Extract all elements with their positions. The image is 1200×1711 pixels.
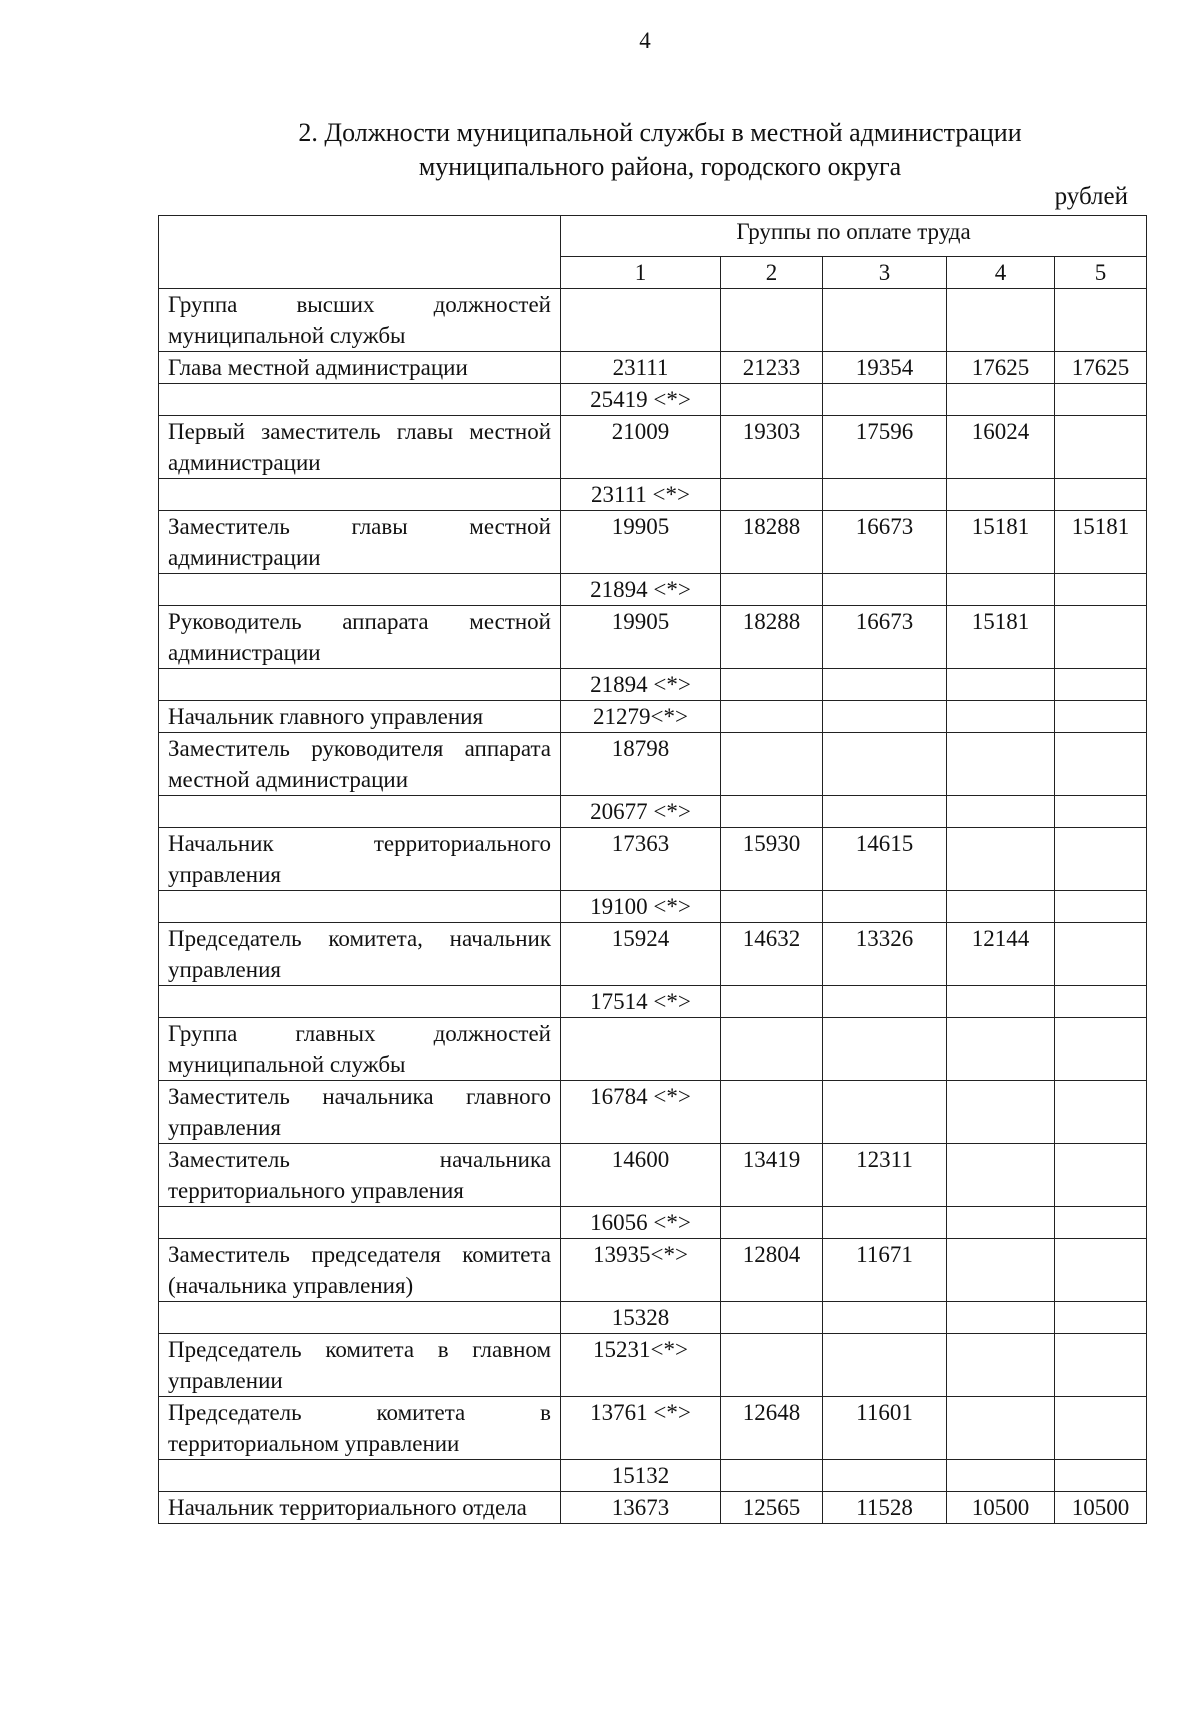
salary-cell-group-1: 16784 <*> <box>561 1081 721 1144</box>
salary-cell-group-3 <box>823 1207 947 1239</box>
salary-cell-group-2 <box>721 986 823 1018</box>
salary-cell-group-1: 19905 <box>561 511 721 574</box>
salary-cell-group-3: 11601 <box>823 1397 947 1460</box>
table-body <box>159 289 1147 1524</box>
salary-cell-group-2 <box>721 479 823 511</box>
position-name-cell: Заместитель начальника территориального управления <box>159 1144 561 1207</box>
salary-cell-group-5: 17625 <box>1055 352 1147 384</box>
salary-cell-group-1: 23111 <box>561 352 721 384</box>
salary-cell-group-2 <box>721 733 823 796</box>
salary-cell-group-1: 17514 <*> <box>561 986 721 1018</box>
table-row <box>159 733 1147 796</box>
title-line-1: 2. Должности муниципальной службы в местной администрации <box>298 118 1022 147</box>
document-title <box>150 116 1170 184</box>
position-name-cell: Группа высших должностей муниципальной службы <box>159 289 561 352</box>
salary-cell-group-3 <box>823 733 947 796</box>
salary-cell-group-2: 12565 <box>721 1492 823 1524</box>
salary-cell-group-1: 21894 <*> <box>561 574 721 606</box>
salary-cell-group-1: 15924 <box>561 923 721 986</box>
salary-cell-group-5 <box>1055 416 1147 479</box>
salary-cell-group-4 <box>947 1397 1055 1460</box>
salary-cell-group-2 <box>721 669 823 701</box>
salary-cell-group-2 <box>721 701 823 733</box>
table-row <box>159 352 1147 384</box>
salary-cell-group-2 <box>721 1018 823 1081</box>
table-row <box>159 891 1147 923</box>
table-row <box>159 828 1147 891</box>
salary-cell-group-2 <box>721 289 823 352</box>
salary-cell-group-1: 19100 <*> <box>561 891 721 923</box>
position-name-cell: Заместитель начальника главного управления <box>159 1081 561 1144</box>
salary-cell-group-4 <box>947 384 1055 416</box>
salary-cell-group-5 <box>1055 1460 1147 1492</box>
salary-cell-group-1: 23111 <*> <box>561 479 721 511</box>
salary-cell-group-5 <box>1055 1397 1147 1460</box>
position-name-cell: Начальник территориального отдела <box>159 1492 561 1524</box>
salary-cell-group-1: 15132 <box>561 1460 721 1492</box>
salary-cell-group-2: 12648 <box>721 1397 823 1460</box>
salary-cell-group-1: 20677 <*> <box>561 796 721 828</box>
salary-cell-group-2: 15930 <box>721 828 823 891</box>
table-row <box>159 1334 1147 1397</box>
header-empty-cell <box>159 216 561 289</box>
salary-cell-group-3 <box>823 479 947 511</box>
salary-cell-group-4 <box>947 701 1055 733</box>
salary-cell-group-5 <box>1055 289 1147 352</box>
table-row <box>159 1239 1147 1302</box>
salary-cell-group-3 <box>823 1018 947 1081</box>
salary-cell-group-5: 10500 <box>1055 1492 1147 1524</box>
salary-cell-group-2: 19303 <box>721 416 823 479</box>
table-row <box>159 416 1147 479</box>
salary-cell-group-2 <box>721 384 823 416</box>
table-row <box>159 384 1147 416</box>
salary-cell-group-2 <box>721 796 823 828</box>
salary-cell-group-2 <box>721 1334 823 1397</box>
table-row <box>159 1492 1147 1524</box>
salary-cell-group-5 <box>1055 1334 1147 1397</box>
salary-cell-group-2 <box>721 1460 823 1492</box>
position-name-cell: Заместитель главы местной администрации <box>159 511 561 574</box>
salary-cell-group-5 <box>1055 891 1147 923</box>
table-row <box>159 1207 1147 1239</box>
position-name-cell <box>159 986 561 1018</box>
column-number-3: 3 <box>823 257 947 289</box>
salary-cell-group-1: 15231<*> <box>561 1334 721 1397</box>
salary-cell-group-5 <box>1055 479 1147 511</box>
salary-cell-group-3 <box>823 986 947 1018</box>
salary-cell-group-3 <box>823 384 947 416</box>
salary-cell-group-3: 11528 <box>823 1492 947 1524</box>
table-row <box>159 669 1147 701</box>
salary-cell-group-4 <box>947 574 1055 606</box>
table-row <box>159 1302 1147 1334</box>
salary-cell-group-4 <box>947 1144 1055 1207</box>
salary-cell-group-1: 25419 <*> <box>561 384 721 416</box>
salary-cell-group-2 <box>721 1302 823 1334</box>
salary-cell-group-5 <box>1055 923 1147 986</box>
salary-cell-group-5 <box>1055 828 1147 891</box>
salary-cell-group-4 <box>947 891 1055 923</box>
table-row <box>159 1081 1147 1144</box>
position-name-cell: Председатель комитета в территориальном управлении <box>159 1397 561 1460</box>
salary-cell-group-2: 18288 <box>721 606 823 669</box>
salary-cell-group-3 <box>823 1302 947 1334</box>
salary-cell-group-1: 17363 <box>561 828 721 891</box>
table-row <box>159 796 1147 828</box>
salary-cell-group-3 <box>823 574 947 606</box>
salary-cell-group-4 <box>947 289 1055 352</box>
salary-cell-group-5 <box>1055 574 1147 606</box>
salary-cell-group-5 <box>1055 1018 1147 1081</box>
salary-table <box>158 215 1147 1524</box>
unit-label: рублей <box>1054 183 1128 210</box>
table-row <box>159 1397 1147 1460</box>
salary-cell-group-5 <box>1055 1144 1147 1207</box>
table-row <box>159 1018 1147 1081</box>
salary-cell-group-3 <box>823 891 947 923</box>
salary-cell-group-5 <box>1055 733 1147 796</box>
column-number-2: 2 <box>721 257 823 289</box>
salary-cell-group-2 <box>721 574 823 606</box>
salary-cell-group-5 <box>1055 796 1147 828</box>
position-name-cell <box>159 479 561 511</box>
salary-cell-group-1 <box>561 1018 721 1081</box>
table-row <box>159 606 1147 669</box>
salary-cell-group-4: 15181 <box>947 511 1055 574</box>
salary-cell-group-2: 14632 <box>721 923 823 986</box>
salary-cell-group-3 <box>823 1334 947 1397</box>
salary-cell-group-1: 18798 <box>561 733 721 796</box>
salary-cell-group-5: 15181 <box>1055 511 1147 574</box>
position-name-cell: Председатель комитета, начальник управления <box>159 923 561 986</box>
salary-cell-group-2: 12804 <box>721 1239 823 1302</box>
salary-cell-group-4 <box>947 1460 1055 1492</box>
salary-cell-group-3 <box>823 701 947 733</box>
salary-cell-group-3: 19354 <box>823 352 947 384</box>
salary-cell-group-2 <box>721 1081 823 1144</box>
position-name-cell: Начальник территориального управления <box>159 828 561 891</box>
salary-cell-group-3 <box>823 1081 947 1144</box>
salary-cell-group-3: 12311 <box>823 1144 947 1207</box>
table-row <box>159 1144 1147 1207</box>
salary-cell-group-1 <box>561 289 721 352</box>
salary-cell-group-3: 16673 <box>823 511 947 574</box>
table-row <box>159 511 1147 574</box>
salary-cell-group-1: 14600 <box>561 1144 721 1207</box>
salary-cell-group-3: 17596 <box>823 416 947 479</box>
salary-cell-group-4 <box>947 1081 1055 1144</box>
position-name-cell <box>159 669 561 701</box>
position-name-cell <box>159 574 561 606</box>
position-name-cell: Заместитель руководителя аппарата местной администрации <box>159 733 561 796</box>
salary-cell-group-4 <box>947 828 1055 891</box>
salary-cell-group-4 <box>947 1207 1055 1239</box>
salary-cell-group-2 <box>721 1207 823 1239</box>
salary-cell-group-3 <box>823 796 947 828</box>
salary-cell-group-5 <box>1055 1207 1147 1239</box>
table-row <box>159 923 1147 986</box>
salary-cell-group-1: 21009 <box>561 416 721 479</box>
page-number: 4 <box>639 28 651 53</box>
salary-cell-group-4 <box>947 796 1055 828</box>
salary-cell-group-1: 13761 <*> <box>561 1397 721 1460</box>
salary-cell-group-2: 21233 <box>721 352 823 384</box>
salary-cell-group-5 <box>1055 1239 1147 1302</box>
table-row <box>159 986 1147 1018</box>
salary-cell-group-2 <box>721 891 823 923</box>
salary-cell-group-3 <box>823 289 947 352</box>
position-name-cell <box>159 1460 561 1492</box>
salary-cell-group-5 <box>1055 701 1147 733</box>
table-row <box>159 574 1147 606</box>
table-row <box>159 1460 1147 1492</box>
salary-cell-group-4 <box>947 1302 1055 1334</box>
salary-cell-group-2: 13419 <box>721 1144 823 1207</box>
salary-cell-group-4: 12144 <box>947 923 1055 986</box>
salary-cell-group-4: 15181 <box>947 606 1055 669</box>
table-row <box>159 479 1147 511</box>
position-name-cell <box>159 796 561 828</box>
table-row <box>159 289 1147 352</box>
salary-cell-group-4: 16024 <box>947 416 1055 479</box>
salary-cell-group-3: 11671 <box>823 1239 947 1302</box>
position-name-cell <box>159 1207 561 1239</box>
salary-cell-group-4 <box>947 986 1055 1018</box>
salary-cell-group-1: 15328 <box>561 1302 721 1334</box>
groups-header: Группы по оплате труда <box>561 216 1147 257</box>
position-name-cell: Глава местной администрации <box>159 352 561 384</box>
salary-cell-group-5 <box>1055 1081 1147 1144</box>
position-name-cell: Заместитель председателя комитета (начальника управления) <box>159 1239 561 1302</box>
salary-cell-group-5 <box>1055 986 1147 1018</box>
salary-cell-group-3: 16673 <box>823 606 947 669</box>
salary-cell-group-3: 13326 <box>823 923 947 986</box>
position-name-cell: Группа главных должностей муниципальной службы <box>159 1018 561 1081</box>
salary-cell-group-1: 16056 <*> <box>561 1207 721 1239</box>
column-number-1: 1 <box>561 257 721 289</box>
position-name-cell: Руководитель аппарата местной администрации <box>159 606 561 669</box>
salary-cell-group-4 <box>947 1239 1055 1302</box>
position-name-cell: Председатель комитета в главном управлении <box>159 1334 561 1397</box>
position-name-cell: Начальник главного управления <box>159 701 561 733</box>
salary-cell-group-1: 13935<*> <box>561 1239 721 1302</box>
position-name-cell <box>159 891 561 923</box>
salary-cell-group-1: 21894 <*> <box>561 669 721 701</box>
salary-cell-group-1: 21279<*> <box>561 701 721 733</box>
position-name-cell: Первый заместитель главы местной администрации <box>159 416 561 479</box>
salary-cell-group-5 <box>1055 384 1147 416</box>
position-name-cell <box>159 384 561 416</box>
salary-cell-group-5 <box>1055 1302 1147 1334</box>
salary-cell-group-3 <box>823 669 947 701</box>
position-name-cell <box>159 1302 561 1334</box>
salary-cell-group-3 <box>823 1460 947 1492</box>
column-number-4: 4 <box>947 257 1055 289</box>
salary-cell-group-1: 19905 <box>561 606 721 669</box>
salary-cell-group-4: 10500 <box>947 1492 1055 1524</box>
salary-cell-group-2: 18288 <box>721 511 823 574</box>
table-row <box>159 701 1147 733</box>
salary-cell-group-1: 13673 <box>561 1492 721 1524</box>
salary-cell-group-4 <box>947 1334 1055 1397</box>
salary-cell-group-4 <box>947 669 1055 701</box>
salary-cell-group-4: 17625 <box>947 352 1055 384</box>
salary-cell-group-4 <box>947 479 1055 511</box>
salary-cell-group-4 <box>947 733 1055 796</box>
salary-cell-group-3: 14615 <box>823 828 947 891</box>
salary-cell-group-5 <box>1055 606 1147 669</box>
title-line-2: муниципального района, городского округа <box>418 152 902 181</box>
column-number-5: 5 <box>1055 257 1147 289</box>
salary-cell-group-5 <box>1055 669 1147 701</box>
salary-cell-group-4 <box>947 1018 1055 1081</box>
